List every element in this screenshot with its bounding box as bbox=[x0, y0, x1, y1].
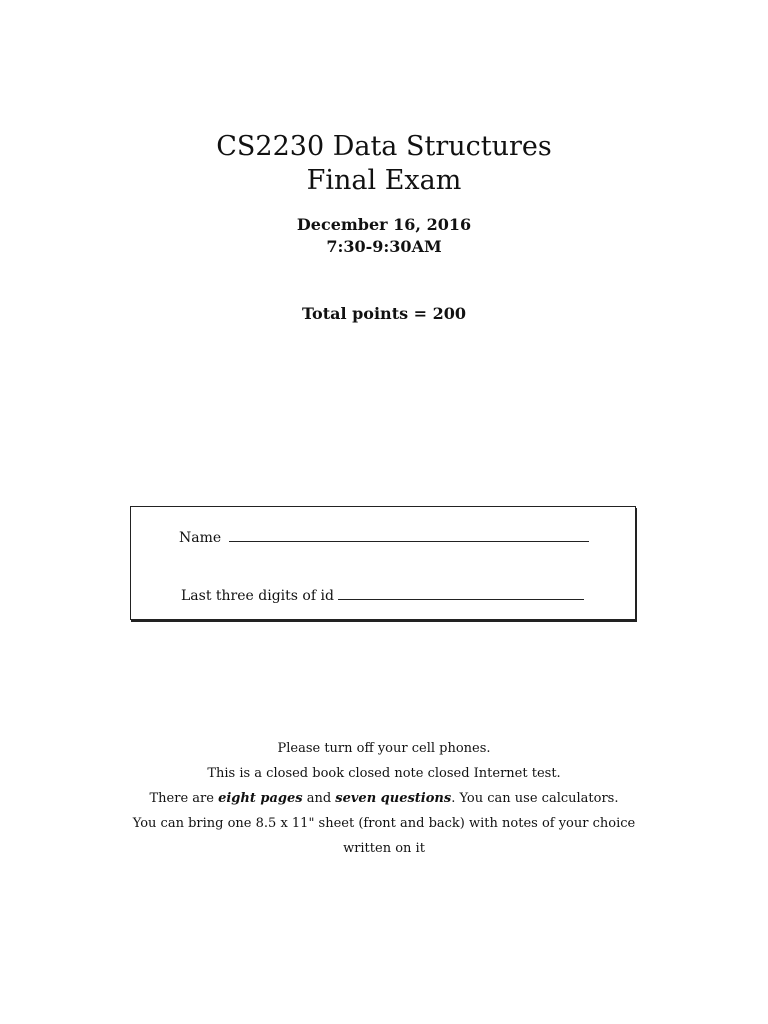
exam-date: December 16, 2016 bbox=[296, 215, 472, 234]
name-row bbox=[179, 527, 589, 546]
exam-title: Final Exam bbox=[306, 165, 462, 196]
id-label: Last three digits of id bbox=[181, 588, 334, 604]
instruction-line: written on it bbox=[343, 841, 425, 856]
course-title: CS2230 Data Structures bbox=[216, 131, 552, 162]
date-block bbox=[0, 214, 768, 258]
instruction-text: and bbox=[302, 791, 336, 806]
id-blank-line[interactable] bbox=[338, 585, 584, 600]
title-block bbox=[0, 130, 768, 198]
instruction-text: . You can use calculators. bbox=[451, 791, 619, 806]
instruction-line: You can bring one 8.5 x 11" sheet (front and back) with notes of your choice bbox=[132, 816, 636, 831]
instruction-text: There are bbox=[149, 791, 219, 806]
name-blank-line[interactable] bbox=[229, 527, 589, 542]
page-count-emphasis: eight pages bbox=[218, 791, 303, 806]
exam-time: 7:30-9:30AM bbox=[326, 237, 442, 256]
instruction-line: Please turn off your cell phones. bbox=[277, 741, 491, 756]
instructions-block bbox=[0, 736, 768, 861]
total-points: Total points = 200 bbox=[301, 304, 467, 323]
student-id-box bbox=[130, 506, 636, 620]
question-count-emphasis: seven questions bbox=[335, 791, 452, 806]
id-row bbox=[181, 585, 584, 604]
instruction-line: This is a closed book closed note closed Internet test. bbox=[207, 766, 561, 781]
name-label: Name bbox=[179, 530, 222, 546]
instruction-line bbox=[0, 786, 768, 811]
